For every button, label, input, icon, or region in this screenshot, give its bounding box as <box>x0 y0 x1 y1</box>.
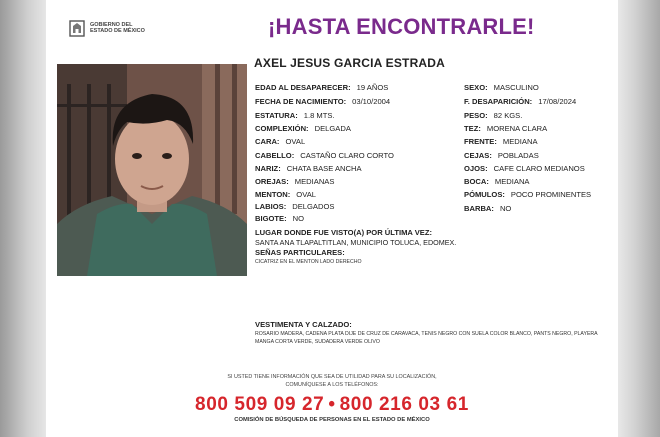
field-fecha-desaparicion <box>464 97 576 106</box>
field-value: CASTAÑO CLARO CORTO <box>300 151 394 160</box>
field-boca <box>464 177 530 186</box>
field-label: CARA: <box>255 137 280 146</box>
field-label: BARBA: <box>464 204 494 213</box>
last-seen-label: LUGAR DONDE FUE VISTO(A) POR ÚLTIMA VEZ: <box>255 228 433 237</box>
field-menton <box>255 190 316 199</box>
field-barba <box>464 204 511 213</box>
field-value: MEDIANA <box>494 177 530 186</box>
state-emblem-icon <box>68 18 86 38</box>
person-name: AXEL JESUS GARCIA ESTRADA <box>254 56 446 70</box>
field-value: OVAL <box>285 137 306 146</box>
field-cara <box>255 137 305 146</box>
field-value: 82 KGS. <box>493 111 523 120</box>
field-value: MEDIANA <box>502 137 538 146</box>
field-label: FRENTE: <box>464 137 497 146</box>
phone-numbers <box>46 394 618 416</box>
field-label: COMPLEXIÓN: <box>255 124 309 133</box>
field-ojos <box>464 164 585 173</box>
info-line-2: COMUNÍQUESE A LOS TELÉFONOS: <box>285 382 379 388</box>
field-tez <box>464 124 547 133</box>
field-complexion <box>255 124 351 133</box>
field-value: 1.8 MTS. <box>303 111 335 120</box>
distinguishing-marks-label: SEÑAS PARTICULARES: <box>255 248 345 257</box>
field-bigote <box>255 214 304 223</box>
field-value: POCO PROMINENTES <box>510 190 592 199</box>
field-labios <box>255 202 334 211</box>
clothing-value: ROSARIO MADERA, CADENA PLATA DIJE DE CRUZ DE CARAVACA, TENIS NEGRO CON SUELA COLOR BLANCO, PANTS NEGRO, PLAYERA MANGA CORTA VERDE, SUDADERA VERDE OLIVO <box>255 331 598 345</box>
field-value: POBLADAS <box>497 151 539 160</box>
field-value: NO <box>292 214 305 223</box>
portrait-photo <box>57 64 247 276</box>
field-pomulos <box>464 190 591 199</box>
field-label: CABELLO: <box>255 151 295 160</box>
background-blur-right <box>618 0 660 437</box>
phone-number-1[interactable]: 800 509 09 27 <box>195 394 325 415</box>
commission-name: COMISIÓN DE BÚSQUEDA DE PERSONAS EN EL ESTADO DE MÉXICO <box>234 417 430 423</box>
field-label: MENTON: <box>255 190 291 199</box>
field-label: TEZ: <box>464 124 481 133</box>
logo-line-1: GOBIERNO DEL <box>90 21 133 28</box>
field-value: DELGADOS <box>292 202 335 211</box>
phone-separator: • <box>328 394 336 415</box>
field-label: CEJAS: <box>464 151 492 160</box>
field-value: NO <box>499 204 512 213</box>
field-value: CHATA BASE ANCHA <box>286 164 362 173</box>
headline: ¡HASTA ENCONTRARLE! <box>268 14 535 39</box>
logo-line-2: ESTADO DE MÉXICO <box>90 28 145 34</box>
field-value: OVAL <box>296 190 316 199</box>
field-orejas <box>255 177 334 186</box>
field-value: 19 AÑOS <box>356 83 389 92</box>
field-value: 03/10/2004 <box>352 97 391 106</box>
field-label: PÓMULOS: <box>464 190 505 199</box>
field-label: FECHA DE NACIMIENTO: <box>255 97 347 106</box>
field-value: DELGADA <box>314 124 351 133</box>
field-value: CAFE CLARO MEDIANOS <box>493 164 585 173</box>
field-estatura <box>255 111 335 120</box>
field-label: OREJAS: <box>255 177 289 186</box>
clothing-label: VESTIMENTA Y CALZADO: <box>255 320 352 329</box>
field-nariz <box>255 164 362 173</box>
field-peso <box>464 111 522 120</box>
field-cabello <box>255 151 394 160</box>
field-value: MORENA CLARA <box>486 124 548 133</box>
field-frente <box>464 137 538 146</box>
missing-person-poster <box>46 0 618 437</box>
field-label: OJOS: <box>464 164 488 173</box>
field-label: SEXO: <box>464 83 488 92</box>
last-seen-value: SANTA ANA TLAPALTITLAN, MUNICIPIO TOLUCA, EDOMEX. <box>255 238 457 247</box>
field-value: 17/08/2024 <box>538 97 577 106</box>
field-sexo <box>464 83 539 92</box>
field-label: NARIZ: <box>255 164 281 173</box>
field-value: MEDIANAS <box>294 177 335 186</box>
background-blur-left <box>0 0 46 437</box>
field-label: LABIOS: <box>255 202 287 211</box>
field-label: ESTATURA: <box>255 111 298 120</box>
field-value: MASCULINO <box>493 83 539 92</box>
info-line-1: SI USTED TIENE INFORMACIÓN QUE SEA DE UTILIDAD PARA SU LOCALIZACIÓN, <box>227 374 437 380</box>
phone-number-2[interactable]: 800 216 03 61 <box>339 394 469 415</box>
field-label: BOCA: <box>464 177 489 186</box>
field-label: PESO: <box>464 111 488 120</box>
field-label: BIGOTE: <box>255 214 287 223</box>
field-cejas <box>464 151 539 160</box>
field-label: F. DESAPARICIÓN: <box>464 97 533 106</box>
field-fecha-nacimiento <box>255 97 390 106</box>
government-logo <box>68 18 145 38</box>
field-label: EDAD AL DESAPARECER: <box>255 83 351 92</box>
field-edad <box>255 83 388 92</box>
distinguishing-marks-value: CICATRIZ EN EL MENTON LADO DERECHO <box>255 259 362 265</box>
